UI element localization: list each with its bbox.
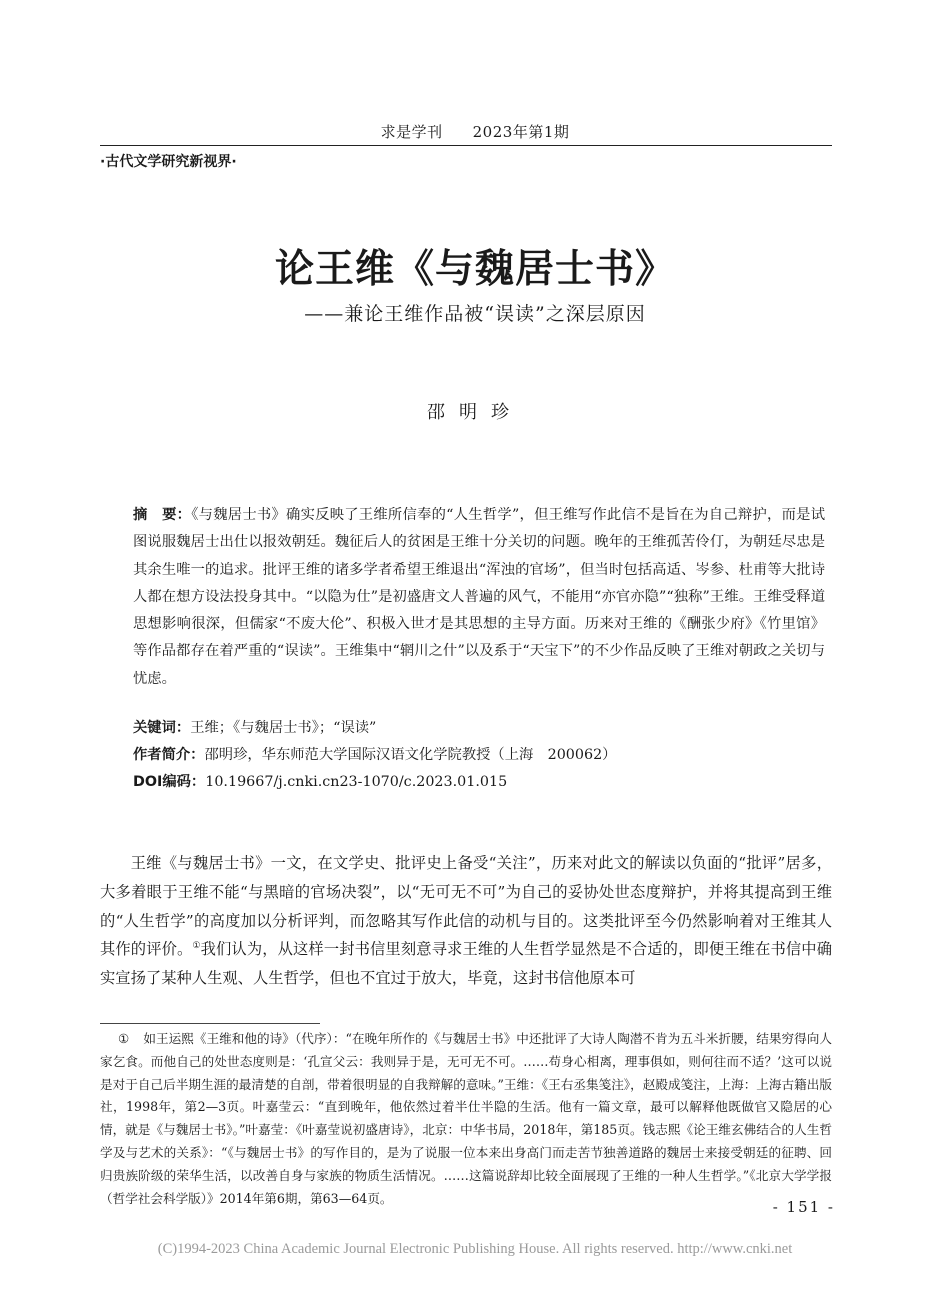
page-number: - 151 - bbox=[772, 1198, 835, 1216]
article-subtitle: ——兼论王维作品被“误读”之深层原因 bbox=[304, 303, 646, 325]
body-text bbox=[100, 849, 832, 993]
keywords bbox=[133, 716, 825, 740]
doi bbox=[133, 770, 825, 794]
article-title: 论王维《与魏居士书》 bbox=[274, 246, 675, 292]
issue-label: 2023年第1期 bbox=[472, 123, 570, 141]
running-header bbox=[0, 121, 950, 142]
paragraph-text: 王维《与魏居士书》一文，在文学史、批评史上备受“关注”，历来对此文的解读以负面的“批评”居多，大多着眼于王维不能“与黑暗的官场决裂”，以“无可无不可”为自己的妥协处世态度辩护，并将其提高到王维的“人生哲学”的高度加以分析评判，而忽略其写作此信的动机与目的。这类批评至今仍然影响着对王维其人其作的评价。 bbox=[100, 854, 832, 959]
doi-label: DOI编码： bbox=[133, 774, 206, 790]
paragraph-text: 我们认为，从这样一封书信里刻意寻求王维的人生哲学显然是不合适的，即便王维在书信中确实宣扬了某种人生观、人生哲学，但也不宜过于放大，毕竟，这封书信他原本可 bbox=[100, 940, 832, 988]
author-name: 邵明珍 bbox=[427, 402, 523, 423]
journal-name: 求是学刊 bbox=[380, 123, 443, 141]
keywords-text: 王维；《与魏居士书》；“误读” bbox=[190, 720, 377, 736]
abstract-label: 摘 要： bbox=[133, 507, 192, 523]
author-bio-text: 邵明珍，华东师范大学国际汉语文化学院教授（上海 200062） bbox=[204, 747, 617, 763]
copyright-notice: (C)1994-2023 China Academic Journal Electronic Publishing House. All rights reserved. http://www.cnki.net bbox=[157, 1241, 793, 1257]
footnote-ref: ① bbox=[192, 941, 201, 952]
footnote bbox=[100, 1028, 832, 1210]
paragraph bbox=[100, 849, 832, 993]
author-bio bbox=[133, 743, 825, 767]
header-rule bbox=[100, 145, 832, 146]
keywords-label: 关键词： bbox=[133, 720, 191, 736]
doi-text: 10.19667/j.cnki.cn23-1070/c.2023.01.015 bbox=[205, 774, 508, 790]
footnote-rule bbox=[100, 1023, 320, 1024]
abstract bbox=[133, 502, 825, 693]
abstract-text: 《与魏居士书》确实反映了王维所信奉的“人生哲学”，但王维写作此信不是旨在为自己辩护，而是试图说服魏居士出仕以报效朝廷。魏征后人的贫困是王维十分关切的问题。晚年的王维孤苦伶仃，为朝廷尽忠是其余生唯一的追求。批评王维的诸多学者希望王维退出“浑浊的官场”，但当时包括高适、岑参、杜甫等大批诗人都在想方设法投身其中。“以隐为仕”是初盛唐文人普遍的风气，不能用“亦官亦隐”“独称”王维。王维受释道思想影响很深，但儒家“不废大伦”、积极入世才是其思想的主导方面。历来对王维的《酬张少府》《竹里馆》等作品都存在着严重的“误读”。王维集中“辋川之什”以及系于“天宝下”的不少作品反映了王维对朝政之关切与忧虑。 bbox=[133, 507, 826, 687]
footnote-text: 如王运熙《王维和他的诗》（代序）：“在晚年所作的《与魏居士书》中还批评了大诗人陶潜不肯为五斗米折腰，结果穷得向人家乞食。而他自己的处世态度则是：‘孔宣父云：我则异于是，无可无不可。……苟身心相离，理事俱如，则何往而不适？’这可以说是对于自己后半期生涯的最清楚的自剖，带着很明显的自我辩解的意味。”王维：《王右丞集笺注》，赵殿成笺注，上海：上海古籍出版社，1998年，第2—3页。叶嘉莹云：“直到晚年，他依然过着半仕半隐的生活。他有一篇文章，最可以解释他既做官又隐居的心情，就是《与魏居士书》。”叶嘉莹：《叶嘉莹说初盛唐诗》，北京：中华书局，2018年，第185页。钱志熙《论王维玄佛结合的人生哲学及与艺术的关系》：“《与魏居士书》的写作目的，是为了说服一位本来出身高门而走苦节独善道路的魏居士来接受朝廷的征聘、回归贵族阶级的荣华生活，以改善自身与家族的物质生活情况。……这篇说辞却比较全面展现了王维的一种人生哲学。”《北京大学学报（哲学社会科学版）》2014年第6期，第63—64页。 bbox=[100, 1031, 833, 1206]
author-bio-label: 作者简介： bbox=[133, 747, 205, 763]
footnote-mark: ① bbox=[118, 1031, 130, 1046]
column-label: ·古代文学研究新视界· bbox=[100, 154, 237, 170]
